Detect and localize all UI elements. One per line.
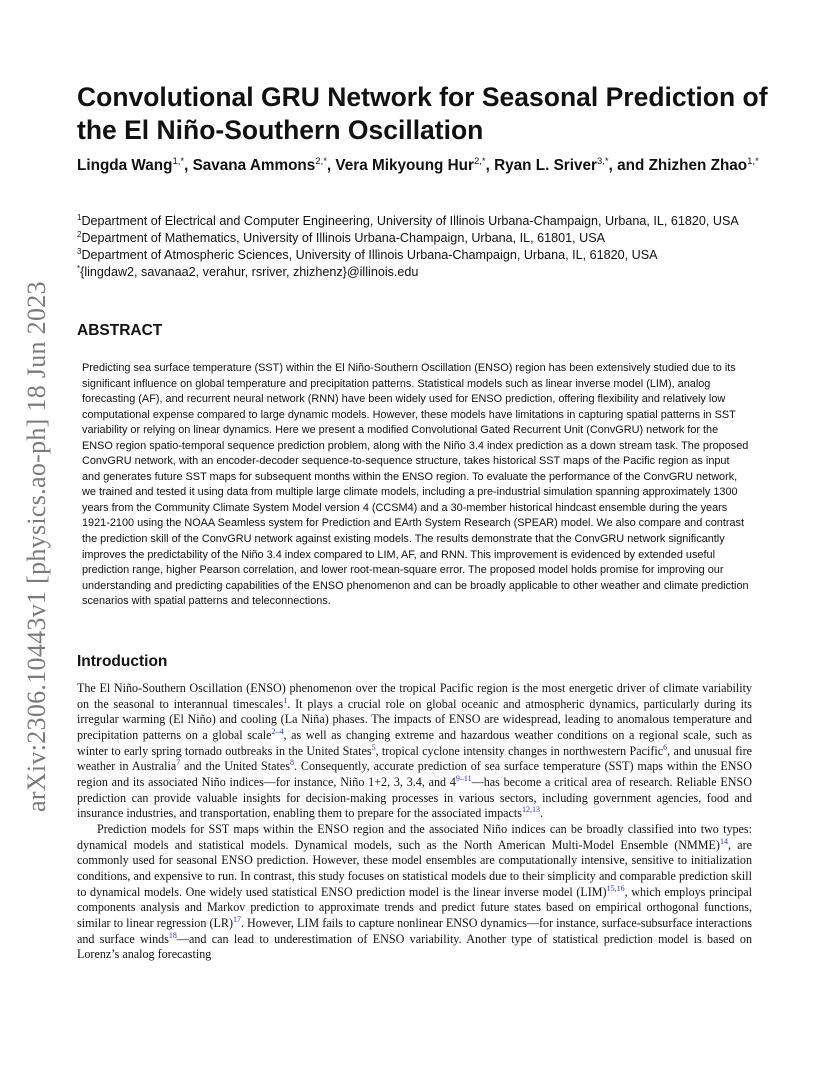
author: Savana Ammons$^{2,*}$, [192,156,336,174]
citation-link[interactable]: 1 [283,695,288,705]
affiliation: $^2$Department of Mathematics, University of Illinois Urbana-Champaign, Urbana, IL, 61801, USA [77,230,606,245]
citation-link[interactable]: 2–4 [271,726,284,736]
affiliation: $^1$Department of Electrical and Computer Engineering, University of Illinois Urbana-Champaign, Urbana, IL, 61820, USA [77,213,739,228]
citation-link[interactable]: 12,13 [521,805,540,815]
affiliation: $^3$Department of Atmospheric Sciences, University of Illinois Urbana-Champaign, Urbana, IL, 61820, USA [77,247,658,262]
contact-emails: *{lingdaw2, savanaa2, verahur, rsriver, zhizhenz}@illinois.edu [77,264,419,279]
abstract-text: Predicting sea surface temperature (SST) within the El Niño-Southern Oscillation (ENSO) region has been extensively studied due to its significant influence on global temperature and precipitation patterns. Statistical models such as linear inverse model (LIM), analog forecasting (AF), and recurrent neural network (RNN) have been widely used for ENSO prediction, offering flexibility and relatively low computational expense compared to large dynamic models. However, these models have limitations in capturing spatial patterns in SST variability or relying on linear dynamics. Here we present a modified Convolutional Gated Recurrent Unit (ConvGRU) network for the ENSO region spatio-temporal sequence prediction problem, along with the Niño 3.4 index prediction as a down stream task. The proposed ConvGRU network, with an encoder-decoder sequence-to-sequence structure, takes historical SST maps of the Pacific region as input and generates future SST maps for subsequent months within the ENSO region. To evaluate the performance of the ConvGRU network, we trained and tested it using data from multiple large climate models, including a pre-industrial simulation spanning approximately 1300 years from the Community Climate System Model version 4 (CCSM4) and a 30-member historical hindcast ensemble during the years 1921-2100 using the NOAA Seamless system for Prediction and EArth System Research (SPEAR) model. We also compare and contrast the prediction skill of the ConvGRU network against existing models. The results demonstrate that the ConvGRU network significantly improves the predictability of the Niño 3.4 index compared to LIM, AF, and RNN. This improvement is evidenced by extended useful prediction range, higher Pearson correlation, and lower root-mean-square error. The proposed model holds promise for improving our understanding and predicting capabilities of the ENSO phenomenon and can be broadly applicable to other weather and climate prediction scenarios with spatial patterns and teleconnections. [82,362,749,608]
author: Vera Mikyoung Hur$^{2,*}$, [335,156,495,174]
paper-title: Convolutional GRU Network for Seasonal Prediction of the El Niño-Southern Oscillation [77,82,768,145]
citation-link[interactable]: 18 [168,930,177,940]
citation-link[interactable]: 14 [719,836,728,846]
affiliation-list [77,213,767,281]
author: Lingda Wang$^{1,*}$, [77,156,193,174]
arxiv-identifier: arXiv:2306.10443v1 [physics.ao-ph] 18 Jun 2023 [22,281,51,812]
citation-link[interactable]: 15,16 [606,883,625,893]
paragraph: The El Niño-Southern Oscillation (ENSO) phenomenon over the tropical Pacific region is the most energetic driver of climate variability on the seasonal to interannual timescales$^1$. It plays a crucial role on global oceanic and atmospheric dynamics, particularly during its irregular warming (El Niño) and cooling (La Niña) phases. The impacts of ENSO are widespread, leading to anomalous temperature and precipitation patterns on a global scale$^{2-4}$, as well as changing extreme and hazardous weather conditions on a regional scale, such as winter to early spring tornado outbreaks in the United States$^5$, tropical cyclone intensity changes in northwestern Pacific$^6$, and unusual fire weather in Australia$^7$ and the United States$^8$. Consequently, accurate prediction of sea surface temperature (SST) maps within the ENSO region and its associated Niño indices—for instance, Niño 1+2, 3, 3.4, and 4$^{9-11}$—has become a critical area of research. Reliable ENSO prediction can provide valuable insights for decision-making processes in various sectors, including government agencies, food and insurance industries, and transportation, enabling them to prepare for the associated impacts$^{12,13}$. [77,681,753,821]
citation-link[interactable]: 9–11 [455,773,472,783]
author: Ryan L. Sriver$^{3,*}$, and [494,156,649,174]
author-list [77,156,777,176]
introduction-body [77,681,752,963]
citation-link[interactable]: 7 [176,758,181,768]
citation-link[interactable]: 17 [232,914,241,924]
abstract-heading: ABSTRACT [77,322,163,339]
citation-link[interactable]: 6 [663,742,668,752]
citation-link[interactable]: 8 [289,758,294,768]
paragraph: Prediction models for SST maps within the ENSO region and the associated Niño indices can be broadly classified into two types: dynamical models and statistical models. Dynamical models, such as the North American Multi-Model Ensemble (NMME)$^{14}$, are commonly used for seasonal ENSO prediction. However, these model ensembles are computationally intensive, sensitive to initialization conditions, and expensive to run. In contrast, this study focuses on statistical models due to their simplicity and comparable prediction skill to dynamical models. One widely used statistical ENSO prediction model is the linear inverse model (LIM)$^{15,16}$, which employs principal components analysis and Markov prediction to approximate trends and predict future states based on empirical orthogonal functions, similar to linear regression (LR)$^{17}$. However, LIM fails to capture nonlinear ENSO dynamics—for instance, surface-subsurface interactions and surface winds$^{18}$—and can lead to underestimation of ENSO variability. Another type of statistical prediction model is based on Lorenz’s analog forecasting [77,821,753,962]
author: Zhizhen Zhao$^{1,*}$ [648,156,759,174]
citation-link[interactable]: 5 [371,742,376,752]
introduction-heading: Introduction [77,653,168,670]
